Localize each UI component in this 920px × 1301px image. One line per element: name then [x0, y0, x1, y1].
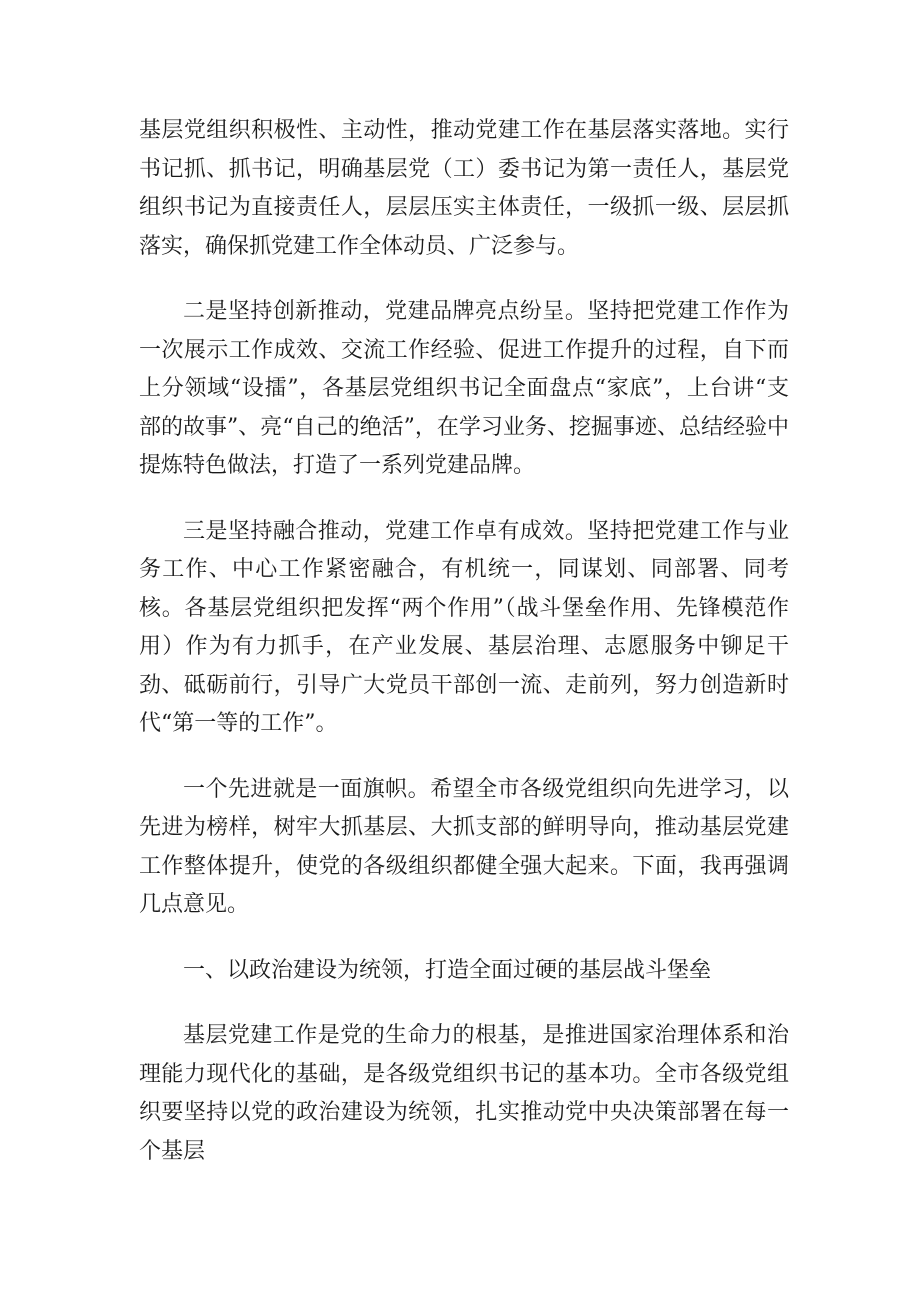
paragraph-continuation: 基层党组织积极性、主动性，推动党建工作在基层落实落地。实行书记抓、抓书记，明确基层党（工）委书记为第一责任人，基层党组织书记为直接责任人，层层压实主体责任，一级抓一级、层层抓落实，确保抓党建工作全体动员、广泛参与。 — [139, 118, 789, 259]
paragraph-banner: 一个先进就是一面旗帜。希望全市各级党组织向先进学习，以先进为榜样，树牢大抓基层、大抓支部的鲜明导向，推动基层党建工作整体提升，使党的各级组织都健全强大起来。下面，我再强调几点意见。 — [139, 776, 789, 917]
document-body — [139, 112, 789, 1198]
section-heading: 一、以政治建设为统领，打造全面过硬的基层战斗堡垒 — [183, 957, 712, 983]
paragraph-section-intro: 基层党建工作是党的生命力的根基，是推进国家治理体系和治理能力现代化的基础，是各级党组织书记的基本功。全市各级党组织要坚持以党的政治建设为统领，扎实推动党中央决策部署在每一个基层 — [139, 1023, 789, 1164]
paragraph-point-three: 三是坚持融合推动，党建工作卓有成效。坚持把党建工作与业务工作、中心工作紧密融合，有机统一，同谋划、同部署、同考核。各基层党组织把发挥“两个作用”（战斗堡垒作用、先锋模范作用）作为有力抓手，在产业发展、基层治理、志愿服务中铆足干劲、砥砺前行，引导广大党员干部创一流、走前列，努力创造新时代“第一等的工作”。 — [139, 518, 789, 736]
paragraph-point-two: 二是坚持创新推动，党建品牌亮点纷呈。坚持把党建工作作为一次展示工作成效、交流工作经验、促进工作提升的过程，自下而上分领域“设擂”，各基层党组织书记全面盘点“家底”，上台讲“支部的故事”、亮“自己的绝活”，在学习业务、挖掘事迹、总结经验中提炼特色做法，打造了一系列党建品牌。 — [139, 299, 789, 478]
